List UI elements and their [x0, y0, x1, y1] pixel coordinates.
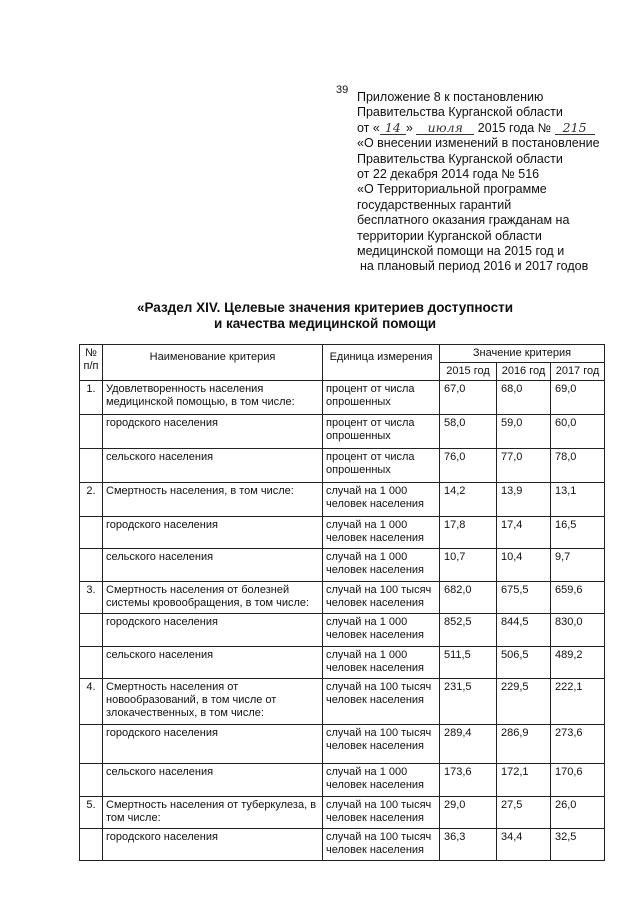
- col-number-header: № п/п: [80, 345, 103, 381]
- measurement-unit: случай на 100 тысяч человек населения: [323, 797, 440, 829]
- table-row: [80, 679, 605, 725]
- measurement-unit: процент от числа опрошенных: [323, 381, 440, 415]
- header-line: Правительства Курганской области: [357, 105, 563, 120]
- criterion-name: Смертность населения от туберкулеза, в том числе:: [103, 797, 323, 829]
- value-2017: 32,5: [551, 829, 605, 861]
- criterion-name: сельского населения: [103, 647, 323, 679]
- page-number: 39: [336, 84, 349, 96]
- measurement-unit: случай на 100 тысяч человек населения: [323, 582, 440, 614]
- value-2017: 830,0: [551, 614, 605, 647]
- measurement-unit: случай на 1 000 человек населения: [323, 517, 440, 549]
- table-row: [80, 517, 605, 549]
- header-line: от 22 декабря 2014 года № 516: [357, 167, 540, 182]
- measurement-unit: случай на 1 000 человек населения: [323, 764, 440, 797]
- header-line: на плановый период 2016 и 2017 годов: [360, 259, 589, 274]
- value-2016: 844,5: [497, 614, 551, 647]
- measurement-unit: случай на 1 000 человек населения: [323, 647, 440, 679]
- value-2017: 16,5: [551, 517, 605, 549]
- measurement-unit: случай на 1 000 человек населения: [323, 614, 440, 647]
- measurement-unit: случай на 100 тысяч человек населения: [323, 725, 440, 764]
- value-2017: 170,6: [551, 764, 605, 797]
- title-line-1: «Раздел XIV. Целевые значения критериев доступности: [136, 300, 514, 315]
- date-year: 2015 года №: [477, 120, 552, 135]
- row-number: [80, 725, 103, 764]
- value-2015: 852,5: [440, 614, 497, 647]
- table-row: [80, 797, 605, 829]
- value-2017: 26,0: [551, 797, 605, 829]
- row-number: 3.: [80, 582, 103, 614]
- criterion-name: городского населения: [103, 517, 323, 549]
- criteria-table: [79, 344, 605, 861]
- section-title: [90, 300, 560, 332]
- date-prefix: от «: [357, 120, 380, 135]
- year-2016-header: 2016 год: [497, 363, 551, 381]
- value-2016: 229,5: [497, 679, 551, 725]
- value-2016: 506,5: [497, 647, 551, 679]
- table-row: [80, 582, 605, 614]
- table-row: [80, 483, 605, 517]
- table-row: [80, 725, 605, 764]
- header-line: Приложение 8 к постановлению: [357, 90, 544, 104]
- value-2016: 10,4: [497, 549, 551, 582]
- criterion-name: городского населения: [103, 614, 323, 647]
- row-number: 2.: [80, 483, 103, 517]
- measurement-unit: случай на 1 000 человек населения: [323, 549, 440, 582]
- measurement-unit: процент от числа опрошенных: [323, 449, 440, 483]
- value-2017: 9,7: [551, 549, 605, 582]
- criterion-name: сельского населения: [103, 549, 323, 582]
- table-body: [80, 381, 605, 861]
- value-2016: 34,4: [497, 829, 551, 861]
- header-line: государственных гарантий: [357, 197, 512, 212]
- header-line: «О Территориальной программе: [357, 182, 547, 197]
- col-value-header: Значение критерия: [440, 345, 605, 363]
- value-2017: 659,6: [551, 582, 605, 614]
- handwritten-number: 215: [555, 122, 595, 135]
- value-2015: 76,0: [440, 449, 497, 483]
- year-2017-header: 2017 год: [551, 363, 605, 381]
- value-2015: 173,6: [440, 764, 497, 797]
- measurement-unit: случай на 100 тысяч человек населения: [323, 679, 440, 725]
- table-row: [80, 647, 605, 679]
- year-2015-header: 2015 год: [440, 363, 497, 381]
- row-number: [80, 647, 103, 679]
- measurement-unit: случай на 100 тысяч человек населения: [323, 829, 440, 861]
- row-number: [80, 829, 103, 861]
- row-number: [80, 549, 103, 582]
- header-line: Правительства Курганской области: [357, 151, 563, 166]
- value-2015: 511,5: [440, 647, 497, 679]
- criterion-name: сельского населения: [103, 764, 323, 797]
- handwritten-month: июля: [416, 122, 474, 135]
- row-number: [80, 415, 103, 449]
- col-unit-header: Единица измерения: [323, 345, 440, 381]
- criterion-name: Смертность населения от болезней системы кровообращения, в том числе:: [103, 582, 323, 614]
- criterion-name: Смертность населения, в том числе:: [103, 483, 323, 517]
- table-header-row: [80, 345, 605, 363]
- measurement-unit: процент от числа опрошенных: [323, 415, 440, 449]
- value-2015: 10,7: [440, 549, 497, 582]
- header-line: медицинской помощи на 2015 год и: [357, 244, 565, 259]
- header-line: территории Курганской области: [357, 228, 542, 243]
- value-2015: 17,8: [440, 517, 497, 549]
- value-2017: 222,1: [551, 679, 605, 725]
- criterion-name: Удовлетворенность населения медицинской помощью, в том числе:: [103, 381, 323, 415]
- table-row: [80, 549, 605, 582]
- value-2016: 59,0: [497, 415, 551, 449]
- row-number: [80, 449, 103, 483]
- value-2016: 286,9: [497, 725, 551, 764]
- table-row: [80, 829, 605, 861]
- table-row: [80, 614, 605, 647]
- value-2015: 682,0: [440, 582, 497, 614]
- value-2017: 273,6: [551, 725, 605, 764]
- value-2016: 68,0: [497, 381, 551, 415]
- value-2017: 13,1: [551, 483, 605, 517]
- header-date-line: [357, 121, 627, 136]
- value-2016: 675,5: [497, 582, 551, 614]
- table-row: [80, 764, 605, 797]
- value-2016: 17,4: [497, 517, 551, 549]
- value-2015: 289,4: [440, 725, 497, 764]
- value-2017: 489,2: [551, 647, 605, 679]
- value-2016: 27,5: [497, 797, 551, 829]
- measurement-unit: случай на 1 000 человек населения: [323, 483, 440, 517]
- value-2015: 231,5: [440, 679, 497, 725]
- value-2016: 13,9: [497, 483, 551, 517]
- value-2015: 36,3: [440, 829, 497, 861]
- table-row: [80, 415, 605, 449]
- value-2017: 60,0: [551, 415, 605, 449]
- row-number: [80, 614, 103, 647]
- row-number: 5.: [80, 797, 103, 829]
- header-line: бесплатного оказания гражданам на: [357, 213, 570, 228]
- date-mid: »: [405, 120, 413, 135]
- row-number: 4.: [80, 679, 103, 725]
- table-row: [80, 381, 605, 415]
- value-2015: 14,2: [440, 483, 497, 517]
- value-2015: 67,0: [440, 381, 497, 415]
- value-2015: 29,0: [440, 797, 497, 829]
- value-2017: 78,0: [551, 449, 605, 483]
- row-number: 1.: [80, 381, 103, 415]
- criterion-name: городского населения: [103, 725, 323, 764]
- criterion-name: городского населения: [103, 829, 323, 861]
- col-name-header: Наименование критерия: [103, 345, 323, 381]
- value-2016: 77,0: [497, 449, 551, 483]
- document-header: [357, 90, 627, 275]
- row-number: [80, 764, 103, 797]
- table-row: [80, 449, 605, 483]
- criterion-name: сельского населения: [103, 449, 323, 483]
- criterion-name: Смертность населения от новообразований, в том числе от злокачественных, в том числе:: [103, 679, 323, 725]
- criterion-name: городского населения: [103, 415, 323, 449]
- header-line: «О внесении изменений в постановление: [357, 136, 600, 151]
- value-2015: 58,0: [440, 415, 497, 449]
- row-number: [80, 517, 103, 549]
- value-2017: 69,0: [551, 381, 605, 415]
- handwritten-day: 14: [380, 122, 406, 135]
- title-line-2: и качества медицинской помощи: [213, 316, 437, 331]
- value-2016: 172,1: [497, 764, 551, 797]
